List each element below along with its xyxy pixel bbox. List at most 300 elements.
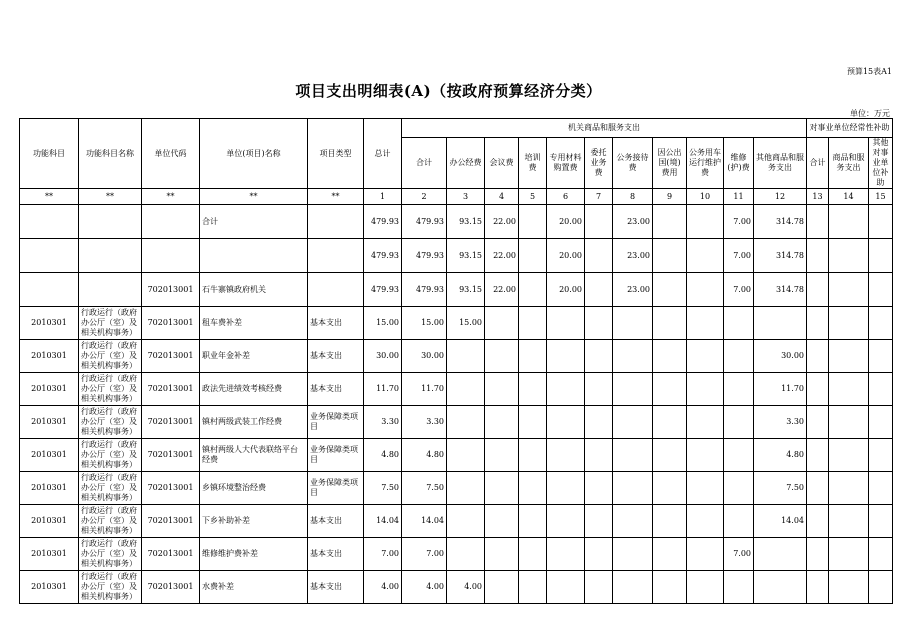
expenditure-table [19,118,893,604]
amount-cell [447,472,485,505]
amount-cell: 93.15 [447,273,485,307]
amount-cell [807,273,829,307]
project-name-cell: 租车费补差 [200,307,308,340]
summary-row [20,205,893,239]
amount-cell [447,373,485,406]
amount-cell: 7.00 [364,538,402,571]
header-office: 办公经费 [447,138,485,189]
amount-cell: 11.70 [364,373,402,406]
amount-cell [724,307,754,340]
unit-code-cell: 702013001 [142,307,200,340]
amount-cell [447,406,485,439]
amount-cell [829,239,869,273]
func-code-cell: 2010301 [20,472,79,505]
func-name-cell [79,205,142,239]
amount-cell [519,538,547,571]
amount-cell: 15.00 [402,307,447,340]
amount-cell [653,571,687,604]
amount-cell [829,340,869,373]
amount-cell [547,505,585,538]
amount-cell [519,307,547,340]
summary-row [20,239,893,273]
amount-cell [653,406,687,439]
amount-cell [687,273,724,307]
amount-cell [807,307,829,340]
index-number-cell: 9 [653,189,687,205]
amount-cell [613,406,653,439]
amount-cell [687,505,724,538]
amount-cell [613,439,653,472]
header-subsidy: 对事业单位经常性补助 [807,119,893,138]
amount-cell [829,273,869,307]
amount-cell: 479.93 [364,205,402,239]
amount-cell [447,340,485,373]
amount-cell: 20.00 [547,239,585,273]
unit-code-cell: 702013001 [142,373,200,406]
table-row [20,340,893,373]
amount-cell [585,273,613,307]
project-name-cell: 乡镇环境整治经费 [200,472,308,505]
amount-cell: 3.30 [754,406,807,439]
amount-cell [519,239,547,273]
amount-cell: 7.00 [724,273,754,307]
header-training: 培训费 [519,138,547,189]
amount-cell [754,538,807,571]
amount-cell [754,571,807,604]
header-other-goods: 其他商品和服务支出 [754,138,807,189]
amount-cell [485,307,519,340]
amount-cell [807,505,829,538]
amount-cell [547,439,585,472]
amount-cell [807,373,829,406]
amount-cell [807,205,829,239]
project-type-cell: 基本支出 [308,505,364,538]
amount-cell [829,307,869,340]
index-mark-cell: ** [20,189,79,205]
amount-cell [807,340,829,373]
index-mark-cell: ** [308,189,364,205]
table-body [20,119,893,604]
project-name-cell: 维修维护费补差 [200,538,308,571]
project-type-cell: 基本支出 [308,571,364,604]
header-goods-total: 合计 [402,138,447,189]
amount-cell [829,439,869,472]
index-number-cell: 5 [519,189,547,205]
func-name-cell: 行政运行（政府办公厅（室）及相关机构事务） [79,307,142,340]
amount-cell [613,538,653,571]
header-abroad: 因公出国(境)费用 [653,138,687,189]
amount-cell [585,505,613,538]
amount-cell: 30.00 [754,340,807,373]
amount-cell [829,571,869,604]
amount-cell: 314.78 [754,273,807,307]
amount-cell [869,538,893,571]
amount-cell [485,373,519,406]
index-number-cell: 2 [402,189,447,205]
amount-cell [485,571,519,604]
amount-cell [724,571,754,604]
amount-cell [447,538,485,571]
amount-cell [613,505,653,538]
amount-cell [485,472,519,505]
func-code-cell: 2010301 [20,505,79,538]
amount-cell [485,340,519,373]
amount-cell [807,538,829,571]
amount-cell: 93.15 [447,205,485,239]
amount-cell: 15.00 [364,307,402,340]
amount-cell [613,373,653,406]
project-type-cell: 基本支出 [308,340,364,373]
amount-cell: 4.80 [364,439,402,472]
amount-cell: 30.00 [364,340,402,373]
amount-cell: 479.93 [364,273,402,307]
amount-cell: 7.50 [402,472,447,505]
header-func-name: 功能科目名称 [79,119,142,189]
amount-cell: 3.30 [364,406,402,439]
unit-code-cell: 702013001 [142,505,200,538]
func-code-cell: 2010301 [20,439,79,472]
func-name-cell [79,273,142,307]
amount-cell: 7.00 [724,205,754,239]
index-number-cell: 15 [869,189,893,205]
header-repair: 维修(护)费 [724,138,754,189]
amount-cell [829,205,869,239]
amount-cell [519,205,547,239]
amount-cell [807,239,829,273]
amount-cell [724,340,754,373]
header-func-code: 功能科目 [20,119,79,189]
amount-cell [724,373,754,406]
amount-cell: 14.04 [754,505,807,538]
header-row-group [20,119,893,138]
amount-cell [869,340,893,373]
table-row [20,406,893,439]
amount-cell: 7.00 [724,538,754,571]
project-type-cell: 基本支出 [308,307,364,340]
amount-cell: 7.50 [754,472,807,505]
amount-cell [869,439,893,472]
amount-cell [653,340,687,373]
amount-cell [519,406,547,439]
index-mark-cell: ** [79,189,142,205]
index-number-cell: 8 [613,189,653,205]
amount-cell [687,472,724,505]
amount-cell [585,406,613,439]
amount-cell [585,307,613,340]
index-number-cell: 13 [807,189,829,205]
unit-code-cell: 702013001 [142,439,200,472]
amount-cell [585,239,613,273]
header-materials: 专用材料购置费 [547,138,585,189]
header-subsidy-other: 其他对事业单位补助 [869,138,893,189]
index-number-cell: 4 [485,189,519,205]
summary-row [20,273,893,307]
page-title: 项目支出明细表(A)（按政府预算经济分类） [295,82,602,100]
amount-cell: 22.00 [485,205,519,239]
index-mark-cell: ** [200,189,308,205]
amount-cell [485,538,519,571]
amount-cell [653,373,687,406]
unit-code-cell: 702013001 [142,571,200,604]
amount-cell: 4.00 [364,571,402,604]
unit-code-cell [142,205,200,239]
amount-cell [547,373,585,406]
project-name-cell: 镇村两级武装工作经费 [200,406,308,439]
header-meeting: 会议费 [485,138,519,189]
index-number-cell: 7 [585,189,613,205]
amount-cell [869,239,893,273]
project-name-cell: 水费补差 [200,571,308,604]
amount-cell [585,439,613,472]
header-project-type: 项目类型 [308,119,364,189]
project-type-cell [308,239,364,273]
table-row [20,505,893,538]
project-name-cell [200,239,308,273]
amount-cell [519,273,547,307]
amount-cell: 479.93 [402,205,447,239]
project-type-cell: 基本支出 [308,373,364,406]
amount-cell [724,439,754,472]
func-code-cell: 2010301 [20,406,79,439]
amount-cell [869,472,893,505]
amount-cell [613,340,653,373]
amount-cell [687,406,724,439]
func-code-cell [20,273,79,307]
amount-cell [869,273,893,307]
amount-cell: 20.00 [547,205,585,239]
unit-label: 单位：万元 [850,109,890,118]
project-name-cell: 政法先进绩效考核经费 [200,373,308,406]
amount-cell [447,439,485,472]
amount-cell [613,307,653,340]
header-unit-code: 单位代码 [142,119,200,189]
func-name-cell: 行政运行（政府办公厅（室）及相关机构事务） [79,340,142,373]
amount-cell [447,505,485,538]
amount-cell [869,205,893,239]
amount-cell [869,373,893,406]
amount-cell [807,439,829,472]
func-name-cell: 行政运行（政府办公厅（室）及相关机构事务） [79,538,142,571]
index-number-cell: 6 [547,189,585,205]
amount-cell: 4.80 [754,439,807,472]
index-number-cell: 1 [364,189,402,205]
amount-cell [613,472,653,505]
amount-cell: 314.78 [754,205,807,239]
amount-cell: 14.04 [402,505,447,538]
header-subsidy-total: 合计 [807,138,829,189]
project-type-cell [308,205,364,239]
form-code: 预算15表A1 [846,67,892,76]
header-unit-name: 单位(项目)名称 [200,119,308,189]
header-vehicle: 公务用车运行维护费 [687,138,724,189]
amount-cell [653,472,687,505]
amount-cell [547,571,585,604]
project-type-cell: 业务保障类项目 [308,406,364,439]
amount-cell [687,307,724,340]
amount-cell [485,505,519,538]
table-row [20,307,893,340]
index-number-cell: 11 [724,189,754,205]
amount-cell [519,340,547,373]
amount-cell [519,571,547,604]
func-code-cell: 2010301 [20,307,79,340]
project-type-cell: 业务保障类项目 [308,472,364,505]
amount-cell [754,307,807,340]
func-code-cell [20,239,79,273]
amount-cell [653,205,687,239]
func-name-cell: 行政运行（政府办公厅（室）及相关机构事务） [79,406,142,439]
amount-cell [519,505,547,538]
project-type-cell [308,273,364,307]
unit-code-cell: 702013001 [142,472,200,505]
amount-cell: 23.00 [613,239,653,273]
amount-cell [653,239,687,273]
table-row [20,373,893,406]
amount-cell [547,340,585,373]
index-mark-cell: ** [142,189,200,205]
func-name-cell: 行政运行（政府办公厅（室）及相关机构事务） [79,472,142,505]
table-row [20,472,893,505]
amount-cell [869,406,893,439]
amount-cell [653,307,687,340]
column-index-row [20,189,893,205]
amount-cell: 479.93 [364,239,402,273]
index-number-cell: 14 [829,189,869,205]
amount-cell: 314.78 [754,239,807,273]
func-code-cell: 2010301 [20,571,79,604]
func-code-cell: 2010301 [20,538,79,571]
index-number-cell: 12 [754,189,807,205]
amount-cell [724,505,754,538]
amount-cell [585,472,613,505]
amount-cell [687,571,724,604]
amount-cell [613,571,653,604]
func-name-cell: 行政运行（政府办公厅（室）及相关机构事务） [79,571,142,604]
amount-cell [687,239,724,273]
table-row [20,538,893,571]
amount-cell: 23.00 [613,273,653,307]
unit-code-cell [142,239,200,273]
amount-cell [869,307,893,340]
amount-cell: 4.00 [402,571,447,604]
amount-cell [585,538,613,571]
amount-cell [687,205,724,239]
project-type-cell: 业务保障类项目 [308,439,364,472]
amount-cell [829,505,869,538]
amount-cell: 30.00 [402,340,447,373]
amount-cell [829,472,869,505]
amount-cell: 11.70 [754,373,807,406]
table-row [20,439,893,472]
amount-cell: 93.15 [447,239,485,273]
func-name-cell [79,239,142,273]
func-code-cell [20,205,79,239]
amount-cell: 15.00 [447,307,485,340]
project-name-cell: 职业年金补差 [200,340,308,373]
amount-cell [485,406,519,439]
unit-code-cell: 702013001 [142,273,200,307]
amount-cell [869,571,893,604]
amount-cell [829,406,869,439]
amount-cell [869,505,893,538]
amount-cell [653,538,687,571]
header-commission: 委托业务费 [585,138,613,189]
amount-cell [829,373,869,406]
func-code-cell: 2010301 [20,340,79,373]
unit-code-cell: 702013001 [142,406,200,439]
amount-cell: 20.00 [547,273,585,307]
amount-cell: 479.93 [402,273,447,307]
amount-cell [485,439,519,472]
amount-cell [585,205,613,239]
func-name-cell: 行政运行（政府办公厅（室）及相关机构事务） [79,439,142,472]
amount-cell [724,406,754,439]
amount-cell [519,472,547,505]
amount-cell [829,538,869,571]
amount-cell [547,472,585,505]
amount-cell: 4.80 [402,439,447,472]
amount-cell [585,373,613,406]
project-name-cell: 下乡补助补差 [200,505,308,538]
amount-cell [653,273,687,307]
table-row [20,571,893,604]
amount-cell [585,340,613,373]
amount-cell [807,571,829,604]
amount-cell [519,439,547,472]
amount-cell: 479.93 [402,239,447,273]
amount-cell [653,439,687,472]
amount-cell: 3.30 [402,406,447,439]
project-type-cell: 基本支出 [308,538,364,571]
amount-cell: 14.04 [364,505,402,538]
amount-cell [547,307,585,340]
header-goods-services: 机关商品和服务支出 [402,119,807,138]
project-name-cell: 石牛寨镇政府机关 [200,273,308,307]
amount-cell [724,472,754,505]
amount-cell: 23.00 [613,205,653,239]
amount-cell [807,472,829,505]
amount-cell: 7.00 [402,538,447,571]
amount-cell [547,406,585,439]
amount-cell [687,439,724,472]
amount-cell [519,373,547,406]
amount-cell: 22.00 [485,239,519,273]
amount-cell [687,373,724,406]
amount-cell [653,505,687,538]
func-name-cell: 行政运行（政府办公厅（室）及相关机构事务） [79,373,142,406]
func-code-cell: 2010301 [20,373,79,406]
project-name-cell: 合计 [200,205,308,239]
amount-cell: 7.00 [724,239,754,273]
amount-cell [687,538,724,571]
header-subsidy-goods: 商品和服务支出 [829,138,869,189]
amount-cell: 22.00 [485,273,519,307]
index-number-cell: 3 [447,189,485,205]
unit-code-cell: 702013001 [142,340,200,373]
header-total: 总计 [364,119,402,189]
amount-cell [585,571,613,604]
func-name-cell: 行政运行（政府办公厅（室）及相关机构事务） [79,505,142,538]
unit-code-cell: 702013001 [142,538,200,571]
index-number-cell: 10 [687,189,724,205]
amount-cell: 7.50 [364,472,402,505]
header-reception: 公务接待费 [613,138,653,189]
project-name-cell: 镇村两级人大代表联络平台经费 [200,439,308,472]
amount-cell [547,538,585,571]
amount-cell: 4.00 [447,571,485,604]
amount-cell [687,340,724,373]
amount-cell [807,406,829,439]
